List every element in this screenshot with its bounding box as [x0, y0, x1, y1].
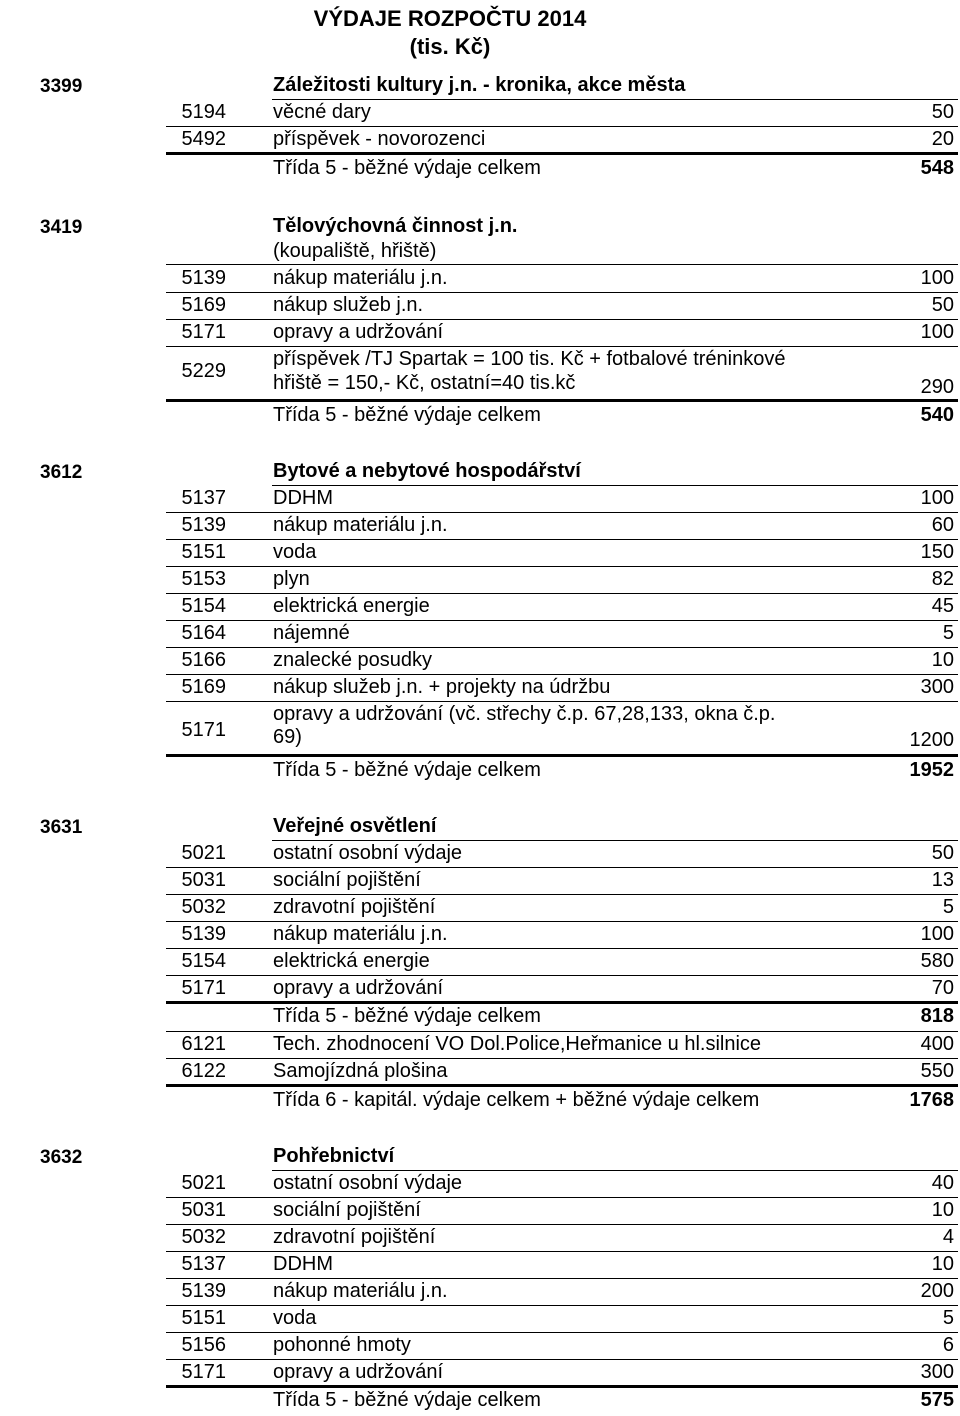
item-code: 5171 — [181, 977, 226, 999]
total-row — [0, 1389, 960, 1415]
divider — [166, 346, 958, 347]
total-row — [0, 1005, 960, 1031]
item-code: 5031 — [181, 869, 226, 891]
divider — [166, 1001, 958, 1004]
item-text: nákup služeb j.n. + projekty na údržbu — [273, 676, 611, 698]
section-subheading: (koupaliště, hřiště) — [273, 240, 437, 262]
item-text: sociální pojištění — [273, 1199, 421, 1221]
item-value: 300 — [920, 676, 954, 698]
item-code: 5032 — [181, 1226, 226, 1248]
item-text: nákup služeb j.n. — [273, 294, 424, 316]
table-row — [0, 896, 960, 922]
item-value: 1200 — [909, 729, 954, 751]
item-code: 5169 — [181, 676, 226, 698]
table-row — [0, 128, 960, 154]
table-row — [0, 1060, 960, 1086]
item-code: 5164 — [181, 622, 226, 644]
item-value: 550 — [920, 1060, 954, 1082]
divider — [166, 152, 958, 155]
divider — [166, 1332, 958, 1333]
item-value: 5 — [942, 896, 954, 918]
divider — [166, 1058, 958, 1059]
item-value: 100 — [920, 487, 954, 509]
item-code: 5021 — [181, 842, 226, 864]
section-heading: Pohřebnictví — [273, 1145, 395, 1167]
divider — [166, 1031, 958, 1032]
item-code: 5171 — [181, 1361, 226, 1383]
table-row — [0, 1172, 960, 1198]
item-value: 300 — [920, 1361, 954, 1383]
divider — [166, 921, 958, 922]
table-row — [0, 1199, 960, 1225]
divider — [166, 126, 958, 127]
divider — [166, 1197, 958, 1198]
table-row — [0, 294, 960, 320]
item-value: 13 — [931, 869, 954, 891]
item-text: nájemné — [273, 622, 350, 644]
item-code: 5194 — [181, 101, 226, 123]
table-row — [0, 676, 960, 702]
item-value: 70 — [931, 977, 954, 999]
table-row — [0, 1361, 960, 1387]
section-code: 3612 — [40, 462, 83, 483]
item-value: 5 — [942, 622, 954, 644]
page-title: VÝDAJE ROZPOČTU 2014 — [313, 6, 587, 31]
item-value: 4 — [942, 1226, 954, 1248]
divider — [166, 948, 958, 949]
total-value: 575 — [920, 1389, 954, 1411]
section-code: 3399 — [40, 76, 83, 97]
item-value: 100 — [920, 923, 954, 945]
divider — [166, 975, 958, 976]
item-text: elektrická energie — [273, 595, 430, 617]
divider — [166, 539, 958, 540]
divider — [166, 867, 958, 868]
item-text: nákup materiálu j.n. — [273, 514, 448, 536]
divider — [166, 894, 958, 895]
divider — [166, 1251, 958, 1252]
item-code: 5171 — [181, 719, 226, 741]
divider — [166, 1385, 958, 1388]
item-text: pohonné hmoty — [273, 1334, 411, 1356]
table-row — [0, 950, 960, 976]
section-code: 3631 — [40, 817, 83, 838]
table-row — [0, 1226, 960, 1252]
total-value: 1768 — [909, 1089, 954, 1111]
item-text: znalecké posudky — [273, 649, 432, 671]
table-row — [0, 842, 960, 868]
item-code: 5166 — [181, 649, 226, 671]
item-text: ostatní osobní výdaje — [273, 842, 463, 864]
item-text: plyn — [273, 568, 310, 590]
table-row — [0, 703, 960, 753]
item-text: nákup materiálu j.n. — [273, 267, 448, 289]
item-code: 5154 — [181, 595, 226, 617]
item-value: 45 — [931, 595, 954, 617]
divider — [166, 512, 958, 513]
page-subtitle: (tis. Kč) — [409, 34, 491, 59]
total-row — [0, 759, 960, 785]
table-row — [0, 568, 960, 594]
item-code: 5139 — [181, 267, 226, 289]
item-text: příspěvek /TJ Spartak = 100 tis. Kč + fotbalové tréninkové — [273, 348, 786, 370]
item-code: 6122 — [181, 1060, 226, 1082]
item-code: 5171 — [181, 321, 226, 343]
item-text: opravy a udržování — [273, 321, 444, 343]
total-value: 548 — [920, 157, 954, 179]
item-value: 5 — [942, 1307, 954, 1329]
total-row — [0, 157, 960, 183]
item-code: 5031 — [181, 1199, 226, 1221]
total-row — [0, 404, 960, 430]
item-code: 5137 — [181, 1253, 226, 1275]
divider — [166, 754, 958, 757]
item-code: 5153 — [181, 568, 226, 590]
divider — [272, 99, 958, 100]
item-text: DDHM — [273, 487, 333, 509]
divider — [166, 292, 958, 293]
item-text: voda — [273, 1307, 317, 1329]
table-row — [0, 1280, 960, 1306]
item-value: 150 — [920, 541, 954, 563]
divider — [166, 399, 958, 402]
divider — [166, 1278, 958, 1279]
divider — [166, 620, 958, 621]
item-text: Samojízdná plošina — [273, 1060, 448, 1082]
item-value: 290 — [920, 376, 954, 398]
item-value: 100 — [920, 321, 954, 343]
table-row — [0, 514, 960, 540]
table-row — [0, 1334, 960, 1360]
item-value: 200 — [920, 1280, 954, 1302]
divider — [272, 485, 958, 486]
item-code: 5229 — [181, 360, 226, 382]
section-heading: Záležitosti kultury j.n. - kronika, akce města — [273, 74, 686, 96]
divider — [166, 264, 958, 265]
item-value: 10 — [931, 1199, 954, 1221]
divider — [166, 674, 958, 675]
divider — [272, 840, 958, 841]
item-code: 5169 — [181, 294, 226, 316]
item-text: nákup materiálu j.n. — [273, 1280, 448, 1302]
item-value: 580 — [920, 950, 954, 972]
item-code: 5139 — [181, 1280, 226, 1302]
total-text: Třída 5 - běžné výdaje celkem — [273, 404, 541, 426]
total-text: Třída 5 - běžné výdaje celkem — [273, 759, 541, 781]
total-text: Třída 5 - běžné výdaje celkem — [273, 1389, 541, 1411]
item-text: opravy a udržování — [273, 1361, 444, 1383]
item-value: 10 — [931, 1253, 954, 1275]
item-code: 5492 — [181, 128, 226, 150]
item-text: elektrická energie — [273, 950, 430, 972]
item-value: 40 — [931, 1172, 954, 1194]
divider — [166, 319, 958, 320]
section-heading: Veřejné osvětlení — [273, 815, 437, 837]
item-value: 100 — [920, 267, 954, 289]
item-code: 5156 — [181, 1334, 226, 1356]
item-code: 5139 — [181, 514, 226, 536]
item-value: 50 — [931, 842, 954, 864]
item-text: zdravotní pojištění — [273, 896, 436, 918]
item-code: 5154 — [181, 950, 226, 972]
table-row — [0, 649, 960, 675]
item-value: 82 — [931, 568, 954, 590]
item-code: 6121 — [181, 1033, 226, 1055]
divider — [272, 1170, 958, 1171]
item-text: věcné dary — [273, 101, 371, 123]
divider — [166, 1359, 958, 1360]
item-value: 10 — [931, 649, 954, 671]
table-row — [0, 487, 960, 513]
section-heading: Tělovýchovná činnost j.n. — [273, 215, 518, 237]
item-value: 50 — [931, 294, 954, 316]
item-code: 5151 — [181, 541, 226, 563]
table-row — [0, 1033, 960, 1059]
total-value: 1952 — [909, 759, 954, 781]
item-text: opravy a udržování — [273, 977, 444, 999]
table-row — [0, 595, 960, 621]
divider — [166, 593, 958, 594]
item-code: 5032 — [181, 896, 226, 918]
total-value: 818 — [920, 1005, 954, 1027]
total-value: 540 — [920, 404, 954, 426]
table-row — [0, 348, 960, 398]
table-row — [0, 267, 960, 293]
table-row — [0, 321, 960, 347]
divider — [166, 647, 958, 648]
item-code: 5151 — [181, 1307, 226, 1329]
item-text: ostatní osobní výdaje — [273, 1172, 463, 1194]
item-text: Tech. zhodnocení VO Dol.Police,Heřmanice u hl.silnice — [273, 1033, 762, 1055]
table-row — [0, 869, 960, 895]
item-value: 6 — [942, 1334, 954, 1356]
item-value: 20 — [931, 128, 954, 150]
divider — [166, 1084, 958, 1087]
table-row — [0, 977, 960, 1003]
item-text: DDHM — [273, 1253, 333, 1275]
total-text: Třída 5 - běžné výdaje celkem — [273, 1005, 541, 1027]
item-text: sociální pojištění — [273, 869, 421, 891]
table-row — [0, 1307, 960, 1333]
item-text: příspěvek - novorozenci — [273, 128, 486, 150]
item-text: nákup materiálu j.n. — [273, 923, 448, 945]
table-row — [0, 101, 960, 127]
item-code: 5139 — [181, 923, 226, 945]
table-row — [0, 622, 960, 648]
item-code: 5137 — [181, 487, 226, 509]
total-text: Třída 5 - běžné výdaje celkem — [273, 157, 541, 179]
divider — [166, 566, 958, 567]
section-code: 3419 — [40, 217, 83, 238]
table-row — [0, 923, 960, 949]
item-text-continued: hřiště = 150,- Kč, ostatní=40 tis.kč — [273, 372, 576, 394]
divider — [166, 701, 958, 702]
section-heading: Bytové a nebytové hospodářství — [273, 460, 581, 482]
divider — [166, 1305, 958, 1306]
item-text-continued: 69) — [273, 726, 302, 748]
total-row — [0, 1089, 960, 1115]
item-value: 60 — [931, 514, 954, 536]
item-value: 400 — [920, 1033, 954, 1055]
item-code: 5021 — [181, 1172, 226, 1194]
divider — [166, 1224, 958, 1225]
item-text: voda — [273, 541, 317, 563]
section-code: 3632 — [40, 1147, 83, 1168]
item-value: 50 — [931, 101, 954, 123]
item-text: zdravotní pojištění — [273, 1226, 436, 1248]
table-row — [0, 541, 960, 567]
item-text: opravy a udržování (vč. střechy č.p. 67,28,133, okna č.p. — [273, 703, 776, 725]
table-row — [0, 1253, 960, 1279]
total-text: Třída 6 - kapitál. výdaje celkem + běžné výdaje celkem — [273, 1089, 760, 1111]
